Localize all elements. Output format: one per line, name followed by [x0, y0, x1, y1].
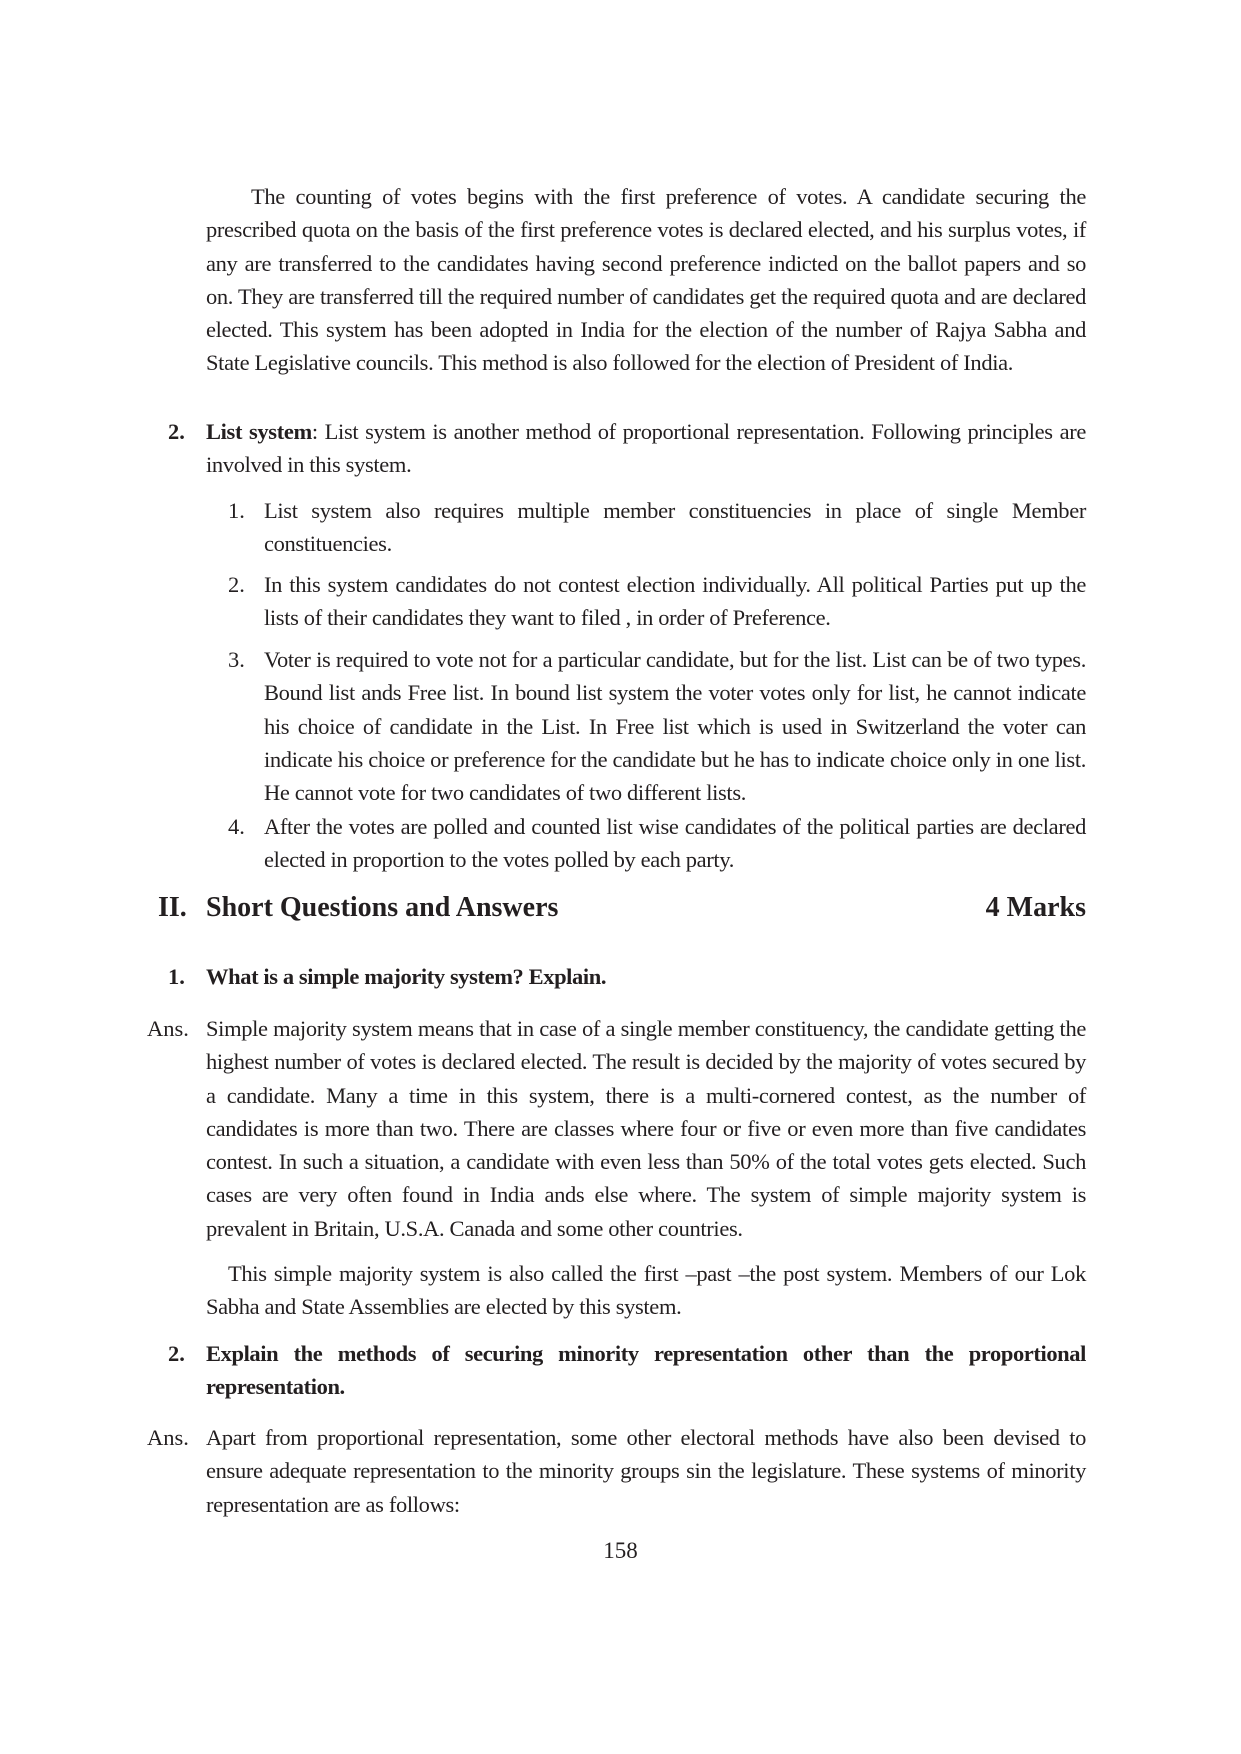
section-marks: 4 Marks [985, 892, 1086, 923]
list-point: Voter is required to vote not for a particular candidate, but for the list. List can be of two types. Bound list ands Free list. In bound list system the voter votes only for list, he cannot indicate his choice of candidate in the List. In Free list which is used in Switzerland the voter can indicate his choice or preference for the candidate but he has to indicate choice only in one list. He cannot vote for two candidates of two different lists. [264, 647, 1086, 806]
list-point-number: 2. [228, 572, 245, 597]
section-title-text: Short Questions and Answers [206, 892, 559, 923]
answer-extra-paragraph: This simple majority system is also called the first –past –the post system. Members of our Lok Sabha and State Assemblies are elected by this system. [206, 1261, 1086, 1320]
question-number: 2. [168, 1341, 185, 1366]
list-system-number: 2. [168, 419, 185, 444]
intro-paragraph: The counting of votes begins with the first preference of votes. A candidate securing the prescribed quota on the basis of the first preference votes is declared elected, and his surplus votes, if any are transferred to the candidates having second preference indicted on the ballot papers and so on. They are transferred till the required number of candidates get the required quota and are declared elected. This system has been adopted in India for the election of the number of Rajya Sabha and State Legislative councils. This method is also followed for the election of President of India. [206, 184, 1086, 376]
section-roman-numeral: II. [158, 892, 187, 923]
list-point-number: 1. [228, 498, 245, 523]
list-point: List system also requires multiple member constituencies in place of single Member constituencies. [264, 498, 1086, 557]
question-number: 1. [168, 964, 185, 989]
page-number: 158 [603, 1538, 638, 1563]
list-point-number: 4. [228, 814, 245, 839]
list-system-text: : List system is another method of proportional representation. Following principles are involved in this system. [206, 419, 1086, 478]
answer-label: Ans. [147, 1016, 189, 1041]
list-system-term: List system [206, 419, 312, 444]
section-title [158, 892, 558, 924]
answer-text: Apart from proportional representation, some other electoral methods have also been devised to ensure adequate representation to the minority groups sin the legislature. These systems of minority representation are as follows: [206, 1425, 1086, 1517]
list-point: In this system candidates do not contest election individually. All political Parties put up the lists of their candidates they want to filed , in order of Preference. [264, 572, 1086, 631]
answer-label: Ans. [147, 1425, 189, 1450]
question-text: Explain the methods of securing minority representation other than the proportional representation. [206, 1341, 1086, 1400]
list-point-number: 3. [228, 647, 245, 672]
question-text: What is a simple majority system? Explain. [206, 964, 607, 989]
answer-text: Simple majority system means that in case of a single member constituency, the candidate getting the highest number of votes is declared elected. The result is decided by the majority of votes secured by a candidate. Many a time in this system, there is a multi-cornered contest, as the number of candidates is more than two. There are classes where four or five or even more than five candidates contest. In such a situation, a candidate with even less than 50% of the total votes gets elected. Such cases are very often found in India ands else where. The system of simple majority system is prevalent in Britain, U.S.A. Canada and some other countries. [206, 1016, 1086, 1241]
section-heading [158, 892, 1086, 924]
list-system-paragraph [206, 415, 1086, 482]
list-point: After the votes are polled and counted list wise candidates of the political parties are declared elected in proportion to the votes polled by each party. [264, 814, 1086, 873]
